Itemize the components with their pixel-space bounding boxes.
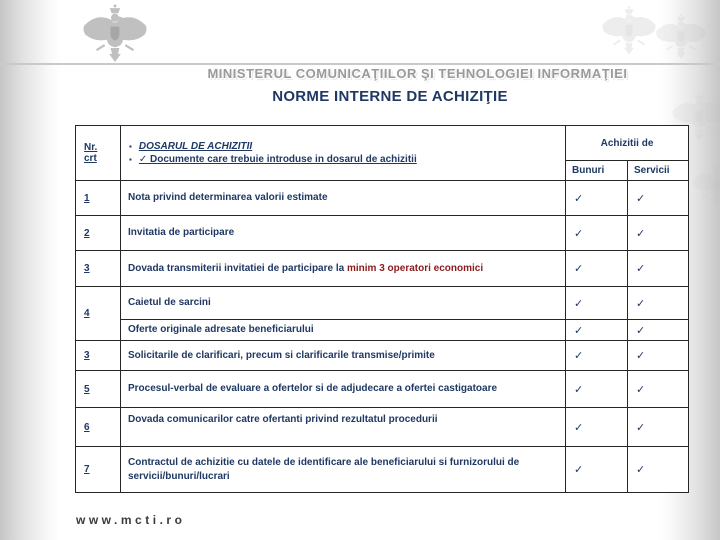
ministry-name: MINISTERUL COMUNICAŢIILOR ŞI TEHNOLOGIEI INFORMAŢIEI <box>207 66 628 81</box>
row-number: 6 <box>76 408 121 447</box>
nr-header-line2: crt <box>84 153 97 164</box>
bullet-icon: ▪ <box>129 155 132 164</box>
check-mark-bunuri: ✓ <box>566 408 628 447</box>
nr-header-line1: Nr. <box>84 142 98 153</box>
procurement-table <box>75 125 689 493</box>
table-row <box>76 320 689 341</box>
check-mark-bunuri: ✓ <box>566 341 628 371</box>
table-row <box>76 251 689 287</box>
row-text: Dovada transmiterii invitatiei de participare la minim 3 operatori economici <box>121 251 566 287</box>
watermark-emblem-icon <box>652 10 710 64</box>
watermark-emblem-icon <box>598 2 660 60</box>
row-text: Procesul-verbal de evaluare a ofertelor si de adjudecare a ofertei castigatoare <box>121 371 566 408</box>
table-row <box>76 341 689 371</box>
col-header-dosar <box>121 126 566 181</box>
table-row <box>76 287 689 320</box>
check-mark-servicii: ✓ <box>628 251 689 287</box>
row-number: 3 <box>76 341 121 371</box>
table-row <box>76 216 689 251</box>
dosar-subtitle: ✓ Documente care trebuie introduse in dosarul de achizitii <box>138 154 417 165</box>
coat-of-arms-icon <box>74 3 156 65</box>
check-mark-servicii: ✓ <box>628 408 689 447</box>
col-header-bunuri: Bunuri <box>566 161 628 181</box>
row-text: Contractul de achizitie cu datele de identificare ale beneficiarului si furnizorului de servicii/bunuri/lucrari <box>121 447 566 493</box>
check-mark-bunuri: ✓ <box>566 216 628 251</box>
check-mark-bunuri: ✓ <box>566 251 628 287</box>
website-url: www.mcti.ro <box>76 513 186 527</box>
bullet-icon: ▪ <box>129 142 132 151</box>
check-mark-bunuri: ✓ <box>566 320 628 341</box>
check-mark-servicii: ✓ <box>628 287 689 320</box>
col-header-achizitii: Achizitii de <box>566 126 689 161</box>
row-number: 1 <box>76 181 121 216</box>
table-row <box>76 371 689 408</box>
page-title: NORME INTERNE DE ACHIZIŢIE <box>272 88 508 105</box>
check-mark-bunuri: ✓ <box>566 287 628 320</box>
row-number: 7 <box>76 447 121 493</box>
check-mark-servicii: ✓ <box>628 447 689 493</box>
row-number: 2 <box>76 216 121 251</box>
col-header-servicii: Servicii <box>628 161 689 181</box>
row-number: 4 <box>76 287 121 341</box>
check-mark-servicii: ✓ <box>628 341 689 371</box>
left-gradient-band <box>0 0 60 540</box>
check-mark-bunuri: ✓ <box>566 371 628 408</box>
watermark-emblem-icon <box>688 160 720 212</box>
check-mark-servicii: ✓ <box>628 181 689 216</box>
table-header-row <box>76 126 689 161</box>
row-text: Caietul de sarcini <box>121 287 566 320</box>
check-mark-bunuri: ✓ <box>566 181 628 216</box>
table-row <box>76 447 689 493</box>
row-text: Oferte originale adresate beneficiarului <box>121 320 566 341</box>
col-header-nr <box>76 126 121 181</box>
check-mark-servicii: ✓ <box>628 320 689 341</box>
row-text: Invitatia de participare <box>121 216 566 251</box>
row-text: Nota privind determinarea valorii estimate <box>121 181 566 216</box>
check-mark-bunuri: ✓ <box>566 447 628 493</box>
dosar-title: DOSARUL DE ACHIZITII <box>138 141 253 152</box>
highlighted-text: minim 3 operatori economici <box>346 262 484 274</box>
check-mark-servicii: ✓ <box>628 216 689 251</box>
table-row <box>76 181 689 216</box>
row-number: 5 <box>76 371 121 408</box>
row-text: Solicitarile de clarificari, precum si clarificarile transmise/primite <box>121 341 566 371</box>
row-number: 3 <box>76 251 121 287</box>
row-text: Dovada comunicarilor catre ofertanti privind rezultatul procedurii <box>121 408 566 447</box>
table-row <box>76 408 689 447</box>
check-mark-servicii: ✓ <box>628 371 689 408</box>
